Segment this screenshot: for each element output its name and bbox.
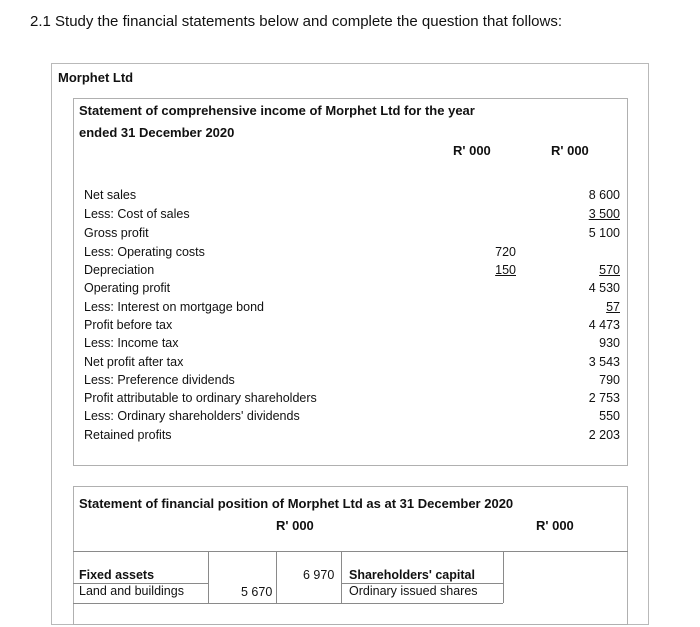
row-label: Less: Cost of sales <box>84 207 190 221</box>
operating-profit-value: 4 530 <box>588 281 620 295</box>
row-label: Less: Interest on mortgage bond <box>84 300 264 314</box>
table-divider <box>276 551 277 603</box>
row-label: Net profit after tax <box>84 355 184 369</box>
table-top-rule <box>73 551 628 552</box>
shareholders-capital-label: Shareholders' capital <box>349 568 475 582</box>
land-buildings-value: 5 670 <box>241 585 273 599</box>
income-tax-value: 930 <box>599 336 620 350</box>
net-profit-after-tax-value: 3 543 <box>588 355 620 369</box>
ordinary-dividends-value: 550 <box>599 409 620 423</box>
interest-value: 57 <box>606 300 620 314</box>
profit-attributable-value: 2 753 <box>588 391 620 405</box>
row-label: Profit before tax <box>84 318 173 332</box>
income-col2-header: R' 000 <box>551 143 589 158</box>
gross-profit-value: 5 100 <box>588 226 620 240</box>
financial-position-title: Statement of financial position of Morphet Ltd as at 31 December 2020 <box>79 496 514 511</box>
ordinary-shares-label: Ordinary issued shares <box>349 584 478 598</box>
income-title-line1: Statement of comprehensive income of Morphet Ltd for the year <box>79 103 475 118</box>
total-operating-costs-value: 570 <box>599 263 620 277</box>
position-col2-header: R' 000 <box>536 518 574 533</box>
table-bottom-rule <box>73 603 503 604</box>
company-name: Morphet Ltd <box>58 70 134 85</box>
row-label: Retained profits <box>84 428 172 442</box>
table-divider <box>341 551 342 603</box>
row-label: Depreciation <box>84 263 155 277</box>
fixed-assets-label: Fixed assets <box>79 568 155 582</box>
net-sales-value: 8 600 <box>588 188 620 202</box>
row-label: Less: Income tax <box>84 336 179 350</box>
profit-before-tax-value: 4 473 <box>588 318 620 332</box>
depreciation-value: 150 <box>495 263 516 277</box>
retained-profits-value: 2 203 <box>588 428 620 442</box>
preference-dividends-value: 790 <box>599 373 620 387</box>
row-label: Gross profit <box>84 226 149 240</box>
fixed-assets-total: 6 970 <box>303 568 335 582</box>
income-statement-title <box>79 100 475 144</box>
cost-of-sales-value: 3 500 <box>588 207 620 221</box>
table-divider <box>503 551 504 603</box>
operating-costs-value: 720 <box>495 245 516 259</box>
row-label: Profit attributable to ordinary shareholders <box>84 391 317 405</box>
income-col1-header: R' 000 <box>453 143 491 158</box>
position-col1-header: R' 000 <box>276 518 314 533</box>
land-buildings-label: Land and buildings <box>79 584 184 598</box>
income-title-line2: ended 31 December 2020 <box>79 125 235 140</box>
table-divider <box>208 551 209 603</box>
row-label: Less: Ordinary shareholders' dividends <box>84 409 300 423</box>
row-label: Less: Preference dividends <box>84 373 235 387</box>
row-label: Operating profit <box>84 281 171 295</box>
row-label: Less: Operating costs <box>84 245 205 259</box>
row-label: Net sales <box>84 188 137 202</box>
question-text: 2.1 Study the financial statements below and complete the question that follows: <box>30 13 562 30</box>
